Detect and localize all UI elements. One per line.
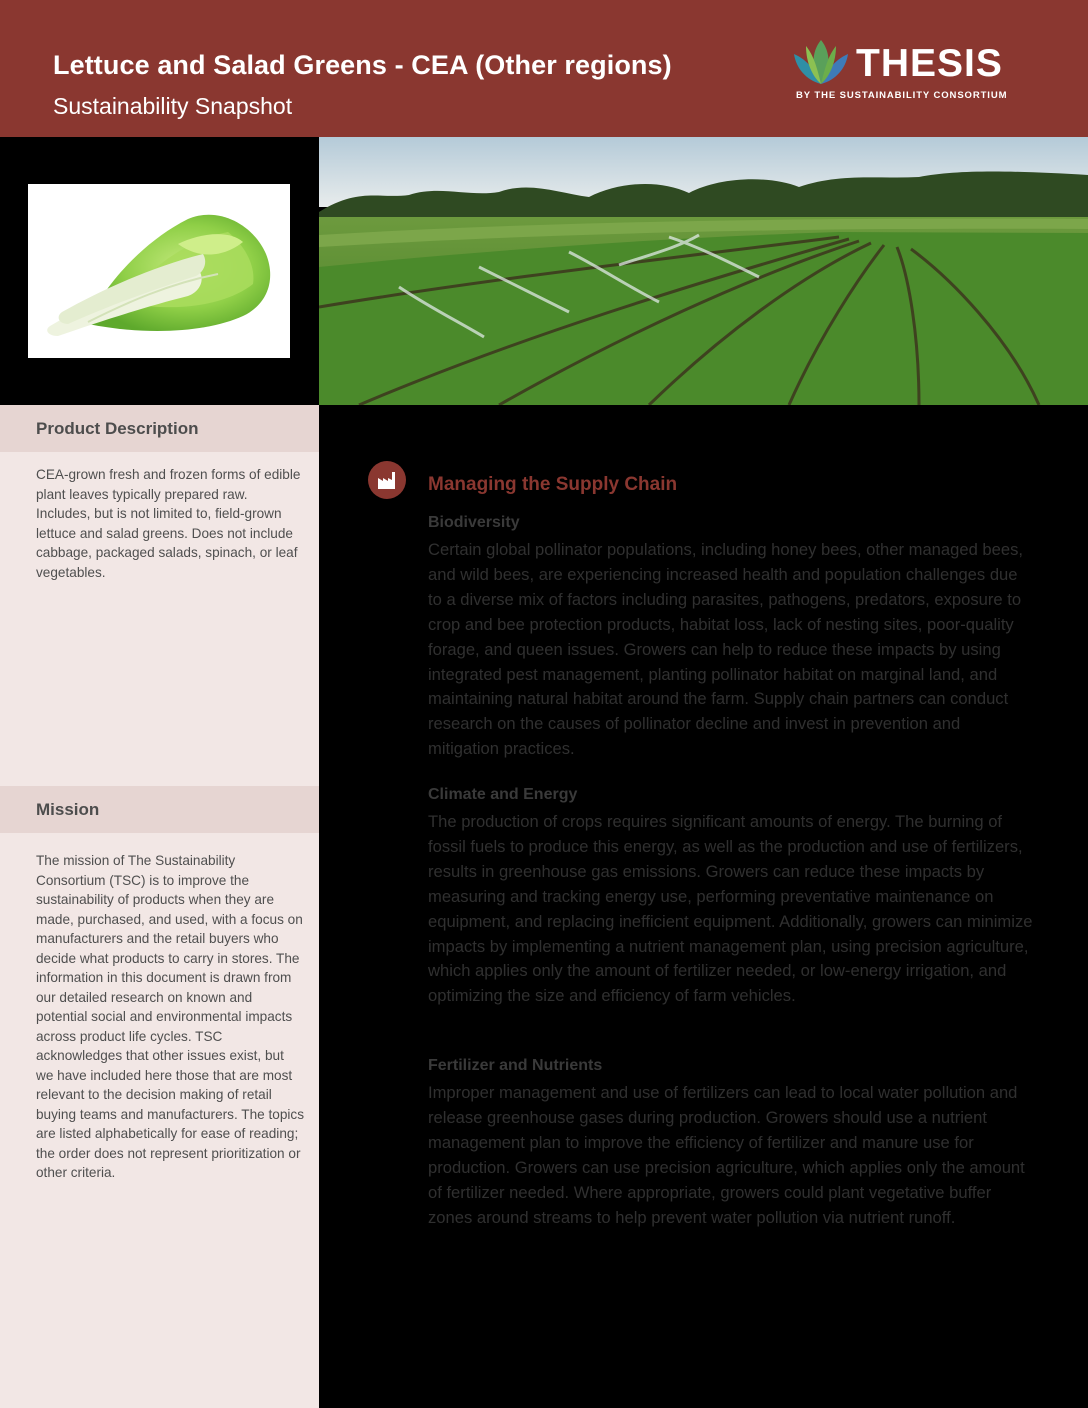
- product-description-text: CEA-grown fresh and frozen forms of edible plant leaves typically prepared raw. Includes, but is not limited to, field-grown lettuce and salad greens. Does not include cabbage, packaged salads, spinach, or leaf vegetables.: [36, 467, 301, 580]
- lotus-leaf-logo-icon: [790, 36, 852, 86]
- thesis-logo: [790, 36, 1030, 106]
- irrigated-field-photo: [319, 137, 1088, 405]
- topic-text-biodiversity: Certain global pollinator populations, including honey bees, other managed bees, and wild bees, are experiencing increased health and population challenges due to a diverse mix of factors including parasites, pathogens, predators, exposure to crop and bee protection products, habitat loss, lack of nesting sites, poor-quality forage, and queen issues. Growers can help to reduce these impacts by using integrated pest management, planting pollinator habitat on marginal land, and maintaining natural habitat around the farm. Supply chain partners can conduct research on the causes of pollinator decline and invest in prevention and mitigation practices.: [428, 540, 1024, 759]
- lettuce-image: [28, 184, 290, 358]
- topic-heading-climate-energy: Climate and Energy: [428, 786, 578, 803]
- product-description-heading: Product Description: [36, 419, 199, 438]
- mission-text: The mission of The Sustainability Consortium (TSC) is to improve the sustainability of products when they are made, purchased, and used, with a focus on manufacturers and the retail buyers who decide what products to carry in stores. The information in this document is drawn from our detailed research on known and potential social and environmental impacts across product life cycles. TSC acknowledges that other issues exist, but we have included here those that are most relevant to the decision making of retail buying teams and manufacturers. The topics are listed alphabetically for ease of reading; the order does not represent prioritization or other criteria.: [36, 853, 304, 1180]
- sidebar: [0, 405, 319, 1408]
- topic-heading-biodiversity: Biodiversity: [428, 514, 520, 531]
- topic-text-climate-energy: The production of crops requires significant amounts of energy. The burning of fossil fuels to produce this energy, as well as the production and use of fertilizers, results in greenhouse gas emissions. Growers can reduce these impacts by measuring and tracking energy use, performing preventative maintenance on equipment, and replacing inefficient equipment. Additionally, growers can minimize impacts by implementing a nutrient management plan, using precision agriculture, which applies only the amount of fertilizer needed, or low-energy irrigation, and optimizing the size and efficiency of farm vehicles.: [428, 812, 1033, 1006]
- section-heading: Managing the Supply Chain: [428, 474, 678, 495]
- page-subtitle: Sustainability Snapshot: [53, 93, 293, 119]
- topic-text-fertilizer-nutrients: Improper management and use of fertilizers can lead to local water pollution and release greenhouse gases during production. Growers should use a nutrient management plan to improve the efficiency of fertilizer and manure use for production. Growers can use precision agriculture, which applies only the amount of fertilizer needed. Where appropriate, growers could plant vegetative buffer zones around streams to help prevent water pollution via nutrient runoff.: [428, 1083, 1025, 1227]
- mission-heading: Mission: [36, 800, 100, 819]
- mission-header: [0, 786, 319, 833]
- logo-wordmark: THESIS: [856, 42, 1003, 85]
- product-description-header: [0, 405, 319, 452]
- factory-icon: [368, 461, 406, 499]
- topic-heading-fertilizer-nutrients: Fertilizer and Nutrients: [428, 1057, 603, 1074]
- page-title: Lettuce and Salad Greens - CEA (Other regions): [53, 50, 672, 80]
- header-banner: [0, 0, 1088, 137]
- logo-tagline: BY THE SUSTAINABILITY CONSORTIUM: [796, 90, 1008, 101]
